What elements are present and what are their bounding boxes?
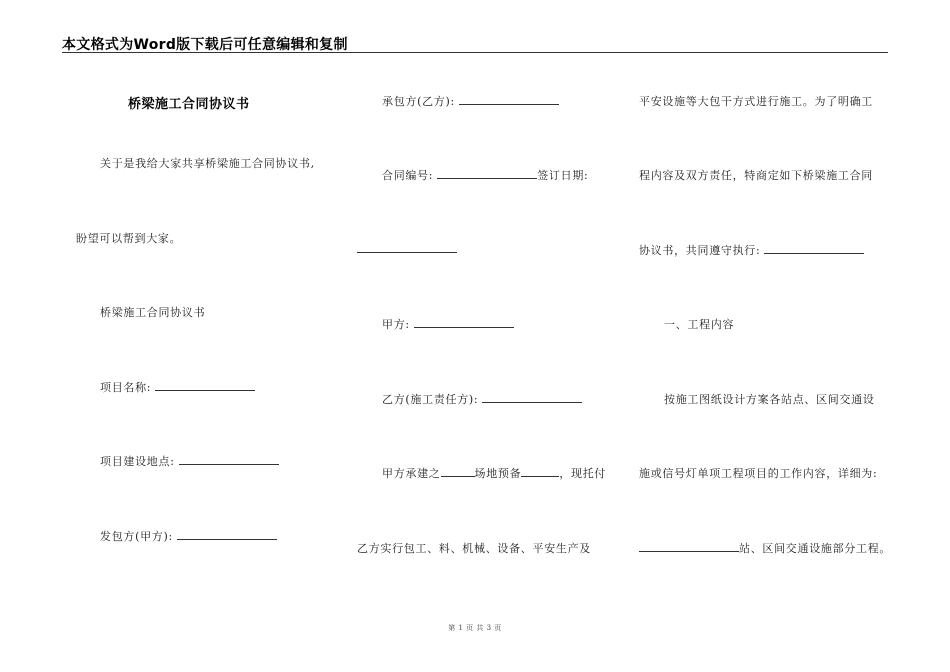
project-site-label: 项目建设地点: bbox=[100, 455, 175, 468]
project-site-row bbox=[100, 453, 279, 469]
project-name-row bbox=[100, 379, 255, 395]
sign-date-row bbox=[357, 242, 457, 256]
contractor-row bbox=[382, 93, 559, 109]
contract-no-label: 合同编号: bbox=[382, 169, 434, 182]
header-text: 本文格式为Word版下载后可任意编辑和复制 bbox=[62, 37, 348, 53]
party-b-blank bbox=[482, 392, 582, 403]
project-name-label: 项目名称: bbox=[100, 381, 152, 394]
intro-line-1: 关于是我给大家共享桥梁施工合同协议书, bbox=[100, 157, 315, 170]
party-b-label: 乙方(施工责任方): bbox=[382, 393, 479, 406]
body-line-5-text: 协议书，共同遵守执行: bbox=[639, 244, 761, 257]
party-a-blank bbox=[414, 317, 514, 328]
party-a-label: 甲方: bbox=[382, 318, 410, 331]
contractor-label: 承包方(乙方): bbox=[382, 95, 455, 108]
client-blank bbox=[177, 529, 277, 540]
body-line-8 bbox=[639, 540, 891, 556]
body-line-7: 施或信号灯单项工程项目的工作内容，详细为: bbox=[639, 467, 878, 480]
project-name-blank bbox=[155, 380, 255, 391]
body-line-4: 程内容及双方责任，特商定如下桥梁施工合同 bbox=[639, 169, 873, 182]
contractor-blank bbox=[459, 94, 559, 105]
party-b-row bbox=[382, 391, 582, 407]
body-line-1 bbox=[382, 465, 606, 481]
body-line-1a: 甲方承建之 bbox=[382, 467, 441, 480]
body-line-1c: ，现托付 bbox=[559, 467, 607, 480]
body-line-8-text: 站、区间交通设施部分工程。 bbox=[739, 542, 892, 555]
body-line-5 bbox=[639, 242, 864, 258]
client-label: 发包方(甲方): bbox=[100, 530, 173, 543]
page-footer: 第 1 页 共 3 页 bbox=[448, 624, 502, 632]
body-line-3: 平安设施等大包干方式进行施工。为了明确工 bbox=[639, 95, 873, 108]
sign-date-blank bbox=[357, 242, 457, 253]
contract-no-blank bbox=[437, 168, 537, 179]
intro-line-2: 盼望可以帮到大家。 bbox=[76, 232, 182, 245]
body-line-8-blank bbox=[639, 541, 739, 552]
subtitle: 桥梁施工合同协议书 bbox=[100, 306, 206, 319]
body-line-6: 按施工图纸设计方案各站点、区间交通设 bbox=[664, 393, 875, 406]
document-title: 桥梁施工合同协议书 bbox=[128, 97, 250, 112]
project-site-blank bbox=[179, 454, 279, 465]
body-blank-1 bbox=[441, 466, 475, 477]
contract-no-row bbox=[382, 167, 588, 183]
section-heading-1: 一、工程内容 bbox=[664, 318, 735, 331]
client-row bbox=[100, 528, 277, 544]
body-line-1b: 场地预备 bbox=[474, 467, 522, 480]
body-line-5-blank bbox=[764, 243, 864, 254]
body-blank-2 bbox=[521, 466, 559, 477]
party-a-row bbox=[382, 316, 514, 332]
body-line-2: 乙方实行包工、料、机械、设备、平安生产及 bbox=[357, 542, 591, 555]
sign-date-label: 签订日期: bbox=[537, 169, 589, 182]
page-header bbox=[62, 34, 888, 53]
